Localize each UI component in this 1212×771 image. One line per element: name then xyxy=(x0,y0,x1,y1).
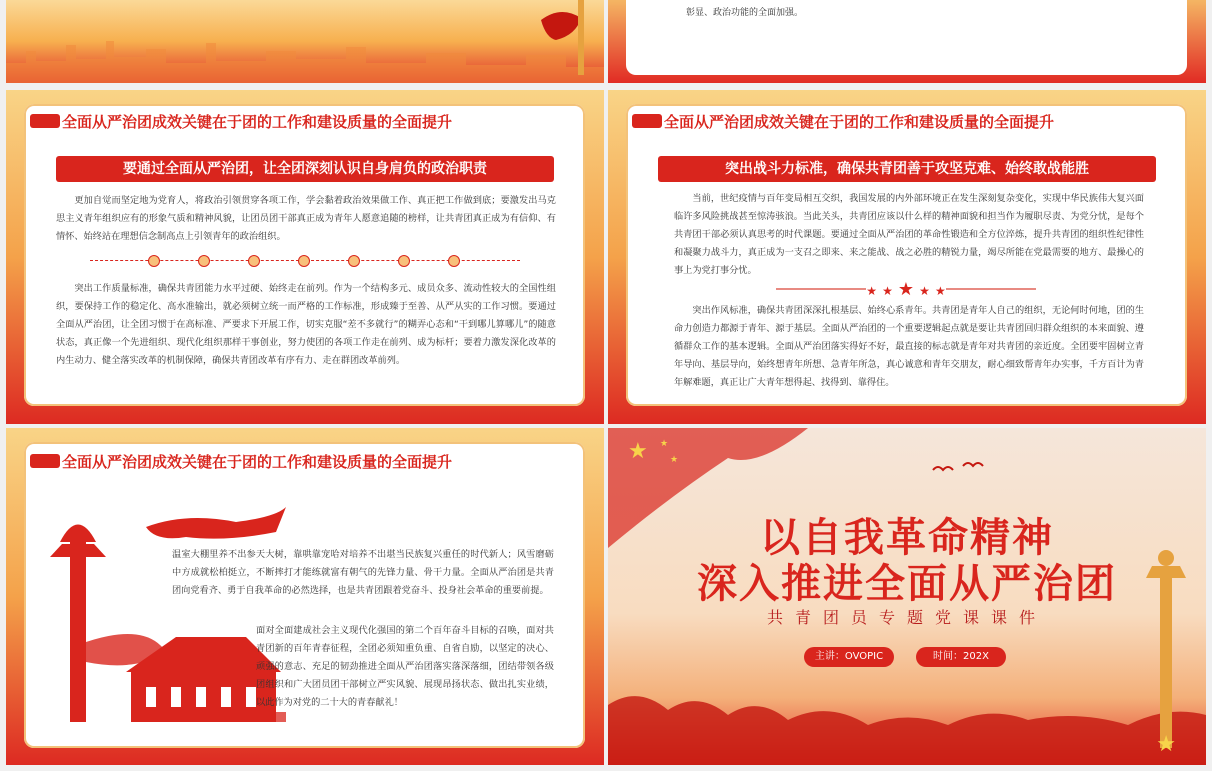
paragraph-1: 温室大棚里养不出参天大树，靠哄靠宠哈对培养不出堪当民族复兴重任的时代新人；风雪磨砺中方成就松柏挺立，不断摔打才能练就富有朝气的先锋力量、骨干力量。全面从严治团是共青团向党看齐、勇于自我革命的必然选择，也是共青团跟着党奋斗、投身社会革命的重要前提。 xyxy=(172,549,554,596)
slide-title[interactable] xyxy=(608,428,1206,765)
dot-marker-icon xyxy=(348,255,360,267)
slide-header: 全面从严治团成效关键在于团的工作和建设质量的全面提升 xyxy=(664,113,1055,131)
slide-header: 全面从严治团成效关键在于团的工作和建设质量的全面提升 xyxy=(62,453,453,471)
marching-silhouettes-icon xyxy=(608,665,1206,765)
svg-text:★: ★ xyxy=(670,455,679,465)
text-card xyxy=(24,442,585,748)
huabiao-pillar-icon xyxy=(1136,548,1196,748)
star-icon: ★ xyxy=(882,284,893,298)
slide-work-quality[interactable] xyxy=(6,90,604,424)
star-icon: ★ xyxy=(897,279,915,300)
title-line-2: 深入推进全面从严治团 xyxy=(697,560,1117,607)
city-skyline-icon xyxy=(6,33,604,83)
title-line-1: 以自我革命精神 xyxy=(760,514,1054,561)
dotted-divider xyxy=(90,254,520,266)
star-icon: ★ xyxy=(866,284,877,298)
host-badge: 主讲：OVOPIC xyxy=(804,647,894,667)
dot-marker-icon xyxy=(148,255,160,267)
paragraph-1: 当前，世纪疫情与百年变局相互交织，我国发展的内外部环境正在发生深刻复杂变化，实现中华民族伟大复兴面临许多风险挑战甚至惊涛骇浪。当此关头，共青团应该以什么样的精神面貌和担当作为履职尽责、为党分忧，是每个共青团干部必须认真思考的时代课题。要通过全面从严治团的革命性锻造和全方位淬炼，提升共青团的组织性纪律性和凝聚力战斗力，真正成为一支召之即来、来之能战、战之必胜的精锐力量，竭尽所能在党最需要的地方、最操心的事上为党打事分忧。 xyxy=(674,193,1144,276)
closing-text: 彰显、政治功能的全面加强。 xyxy=(686,8,804,18)
paragraph-1: 更加自觉而坚定地为党育人，将政治引领贯穿各项工作，学会黏着政治效果做工作、真正把工作做到底；要激发出马克思主义青年组织应有的形象气质和精神风貌，让团员团干部真正成为青年人愿意追随的榜样，让共青团真正成为有信仰、有情怀、始终站在理想信念制高点上引领青年的政治组织。 xyxy=(56,195,556,242)
star-icon: ★ xyxy=(919,284,930,298)
slide-self-revolution[interactable] xyxy=(6,428,604,765)
time-badge: 时间：202X xyxy=(916,647,1006,667)
star-icon: ★ xyxy=(935,284,946,298)
header-tag-icon xyxy=(30,454,60,468)
slide-header: 全面从严治团成效关键在于团的工作和建设质量的全面提升 xyxy=(62,113,453,131)
star-icon: ★ xyxy=(1156,732,1176,757)
header-tag-icon xyxy=(632,114,662,128)
tiananmen-huabiao-icon xyxy=(36,502,286,727)
paragraph-2: 突出作风标准，确保共青团深深扎根基层、始终心系青年。共青团是青年人自己的组织，无论何时何地，团的生命力创造力都源于青年、源于基层。全面从严治团的一个重要逻辑起点就是要让共青团回归群众组织的本来面貌、遵循群众工作的基本逻辑。全面从严治团落实得好不好，最直接的标志就是青年对共青团的亲近度。全团要牢固树立青年导向、基层导向，始终想青年所想、急青年所急，真心诚意和青年交朋友，耐心细致帮青年办实事，千方百计为青年解难题，真正让广大青年想得起、找得到、靠得住。 xyxy=(674,305,1144,388)
svg-text:★: ★ xyxy=(628,439,648,464)
dot-marker-icon xyxy=(198,255,210,267)
flag-icon xyxy=(536,0,596,75)
header-tag-icon xyxy=(30,114,60,128)
slide-combat-standard[interactable] xyxy=(608,90,1206,424)
slide-top-right[interactable] xyxy=(608,0,1206,83)
section-banner: 要通过全面从严治团，让全团深刻认识自身肩负的政治职责 xyxy=(56,156,554,182)
dot-marker-icon xyxy=(298,255,310,267)
section-banner: 突出战斗力标准，确保共青团善于攻坚克难、始终敢战能胜 xyxy=(658,156,1156,182)
paragraph-2: 突出工作质量标准，确保共青团能力水平过硬、始终走在前列。作为一个结构多元、成员众多、流动性较大的全国性组织，要保持工作的稳定化、高水准输出，就必须树立统一而严格的工作标准，形成臻于至善、从严从实的工作习惯。要通过全面从严治团，让全团习惯于在高标准、严要求下开展工作，切实克服“差不多就行”的糊弄心态和“干到哪儿算哪儿”的随意状态，真正像一个先进组织、现代化组织那样干事创业，努力使团的各项工作走在前列、成为标杆；要着力激发深化改革的内生动力、健全落实改革的机制保障，确保共青团改革有序有力、走在群团改革前列。 xyxy=(56,283,556,366)
dot-marker-icon xyxy=(448,255,460,267)
text-card xyxy=(626,104,1187,406)
text-card xyxy=(24,104,585,406)
subtitle: 共青团员专题党课课件 xyxy=(766,608,1047,627)
text-card xyxy=(626,0,1187,75)
dot-marker-icon xyxy=(248,255,260,267)
dot-marker-icon xyxy=(398,255,410,267)
star-divider xyxy=(776,280,1036,298)
slide-top-left[interactable] xyxy=(6,0,604,83)
svg-text:★: ★ xyxy=(660,439,669,449)
paragraph-2: 面对全面建成社会主义现代化强国的第二个百年奋斗目标的召唤，面对共青团新的百年青春征程，全团必须知重负重、自省自励，以坚定的决心、顽强的意志、充足的韧劲推进全面从严治团落实落深落细，团结带领各级团组织和广大团员团干部树立严实风貌、展现昂扬状态、做出扎实业绩，以此作为对党的二十大的青春献礼！ xyxy=(256,625,554,708)
bird-icon xyxy=(928,458,988,478)
